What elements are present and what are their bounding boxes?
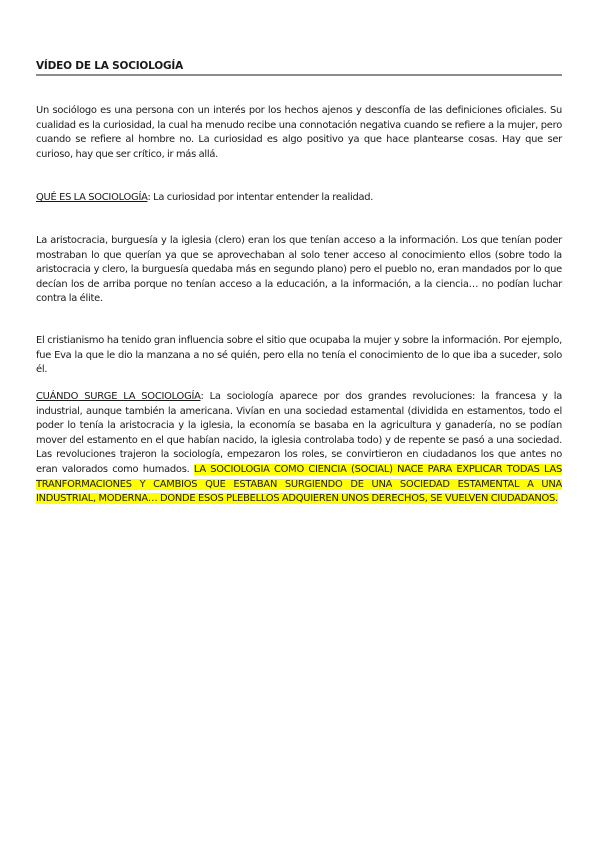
what-is-sociology-text: : La curiosidad por intentar entender la realidad.	[147, 192, 374, 203]
access-to-information-paragraph: La aristocracia, burguesía y la iglesia (clero) eran los que tenían acceso a la información. Los que tenían poder mostraban lo que querían ya que se aprovechaban al solo tener acceso al conocimiento ellos (sobre todo la aristocracia y clero, la burguesía quedaba más en segundo plano) pero el pueblo no, eran mandados por lo que decían los de arriba porque no tenían acceso a la educación, a la información, a la ciencia… no podían luchar contra la élite.	[36, 235, 562, 305]
christianism-paragraph: El cristianismo ha tenido gran influencia sobre el sitio que ocupaba la mujer y sobre la información. Por ejemplo, fue Eva la que le dio la manzana a no sé quién, pero ella no tenía el conocimiento de lo que iba a suceder, solo él.	[36, 335, 562, 376]
when-sociology-arises-paragraph	[36, 390, 562, 507]
when-sociology-arises-text: : La sociología aparece por dos grandes revoluciones: la francesa y la industrial, aunque también la americana. Vivían en una sociedad estamental (dividida en estamentos, todo el poder lo tenía la aristocracia y la iglesia, la economía se basaba en la agricultura y ganadería, no se podían mover del estamento en el que habían nacido, la iglesia controlaba todo) y de repente se pasó a una sociedad. Las revoluciones trajeron la sociología, empezaron los roles, se convirtieron en ciudadanos los que antes no eran valorados como humados.	[36, 391, 562, 475]
document-title: VÍDEO DE LA SOCIOLOGÍA	[36, 60, 562, 76]
what-is-sociology-heading: QUÉ ES LA SOCIOLOGÍA	[36, 192, 148, 203]
highlighted-conclusion: LA SOCIOLOGIA COMO CIENCIA (SOCIAL) NACE PARA EXPLICAR TODAS LAS TRANFORMACIONES Y CAMBIOS QUE ESTABAN SURGIENDO DE UNA SOCIEDAD ESTAMENTAL A UNA INDUSTRIAL, MODERNA… DONDE ESOS PLEBELLOS ADQUIEREN UNOS DERECHOS, SE VUELVEN CIUDADANOS.	[36, 463, 562, 505]
when-sociology-arises-heading: CUÁNDO SURGE LA SOCIOLOGÍA	[36, 391, 201, 402]
what-is-sociology-paragraph	[36, 191, 562, 206]
intro-paragraph: Un sociólogo es una persona con un interés por los hechos ajenos y desconfía de las definiciones oficiales. Su cualidad es la curiosidad, la cual ha menudo recibe una connotación negativa cuando se refiere a la mujer, pero cuando se refiere al hombre no. La curiosidad es algo positivo ya que hace plantearse cosas. Hay que ser curioso, hay que ser crítico, ir más allá.	[36, 105, 562, 160]
